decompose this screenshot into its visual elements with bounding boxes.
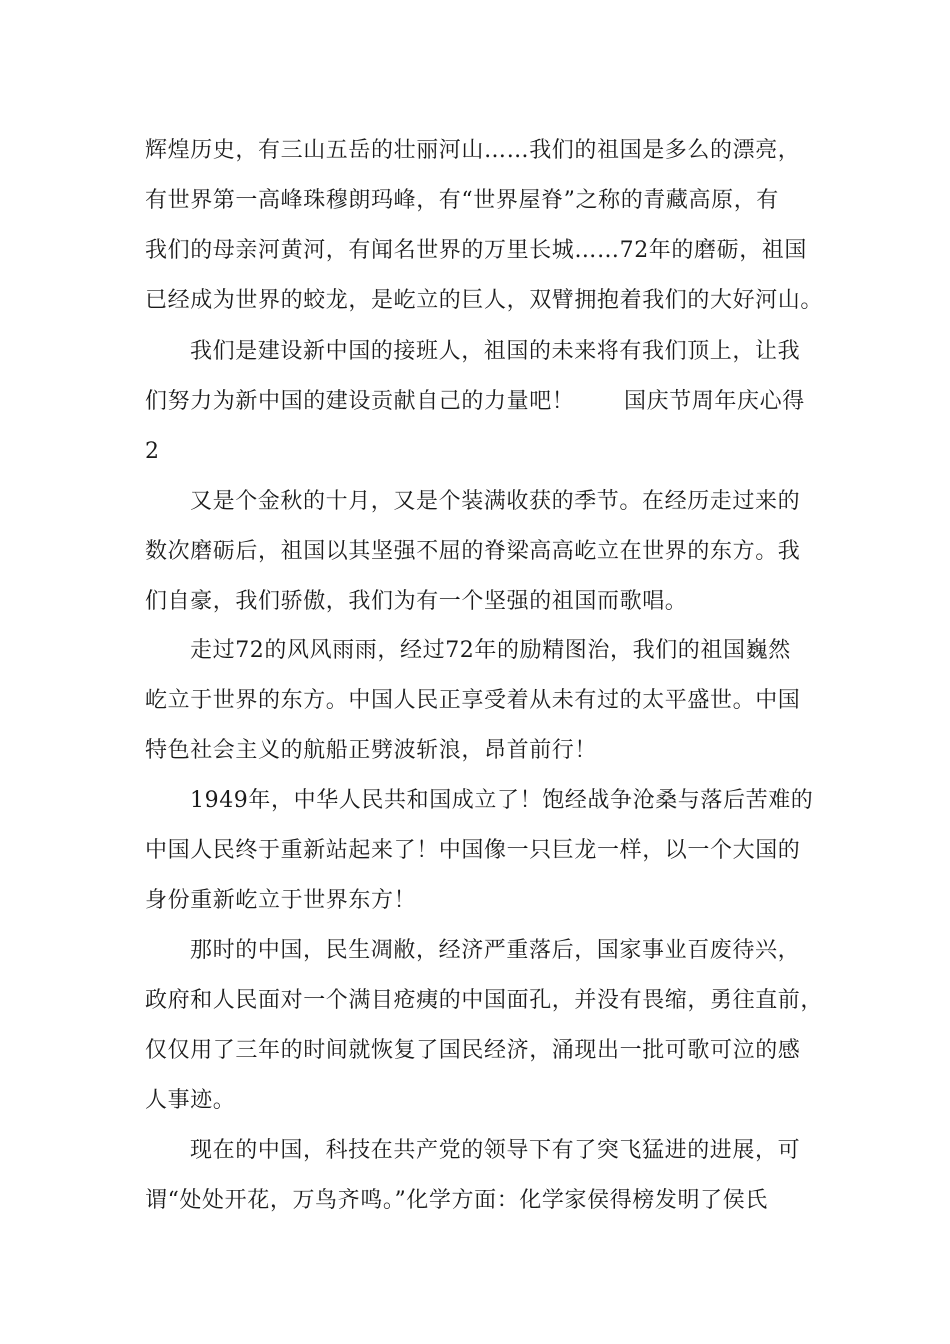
- text-line: 那时的中国，民生凋敝，经济严重落后，国家事业百废待兴，: [190, 938, 801, 963]
- text-line: 已经成为世界的蛟龙，是屹立的巨人，双臂拥抱着我们的大好河山。: [145, 288, 824, 313]
- text-line: 现在的中国，科技在共产党的领导下有了突飞猛进的进展，可: [190, 1138, 801, 1163]
- text-line: 人事迹。: [145, 1088, 236, 1113]
- section-number: 2: [145, 439, 160, 464]
- text-line: 又是个金秋的十月，又是个装满收获的季节。在经历走过来的: [190, 489, 801, 514]
- text-line: 我们的母亲河黄河，有闻名世界的万里长城……72年的磨砺，祖国: [145, 238, 807, 263]
- text-line: 走过72的风风雨雨，经过72年的励精图治，我们的祖国巍然: [190, 638, 791, 663]
- text-line: 谓“处处开花，万鸟齐鸣。”化学方面：化学家侯得榜发明了侯氏: [145, 1188, 768, 1213]
- text-line: 们努力为新中国的建设贡献自己的力量吧！: [145, 389, 575, 414]
- text-line: 数次磨砺后，祖国以其坚强不屈的脊梁高高屹立在世界的东方。我: [145, 539, 801, 564]
- text-line: 辉煌历史，有三山五岳的壮丽河山……我们的祖国是多么的漂亮，: [145, 138, 801, 163]
- text-line: 特色社会主义的航船正劈波斩浪，昂首前行！: [145, 738, 598, 763]
- text-line: 中国人民终于重新站起来了！中国像一只巨龙一样，以一个大国的: [145, 838, 801, 863]
- text-line: 有世界第一高峰珠穆朗玛峰，有“世界屋脊”之称的青藏高原，有: [145, 188, 779, 213]
- text-line: 我们是建设新中国的接班人，祖国的未来将有我们顶上，让我: [190, 339, 801, 364]
- section-heading: 国庆节周年庆心得: [624, 389, 805, 414]
- text-line: 仅仅用了三年的时间就恢复了国民经济，涌现出一批可歌可泣的感: [145, 1038, 801, 1063]
- text-line: 屹立于世界的东方。中国人民正享受着从未有过的太平盛世。中国: [145, 688, 801, 713]
- text-line: 身份重新屹立于世界东方！: [145, 888, 417, 913]
- text-line: 们自豪，我们骄傲，我们为有一个坚强的祖国而歌唱。: [145, 589, 688, 614]
- text-line: 1949年，中华人民共和国成立了！饱经战争沧桑与落后苦难的: [190, 788, 814, 813]
- text-line: 政府和人民面对一个满目疮痍的中国面孔，并没有畏缩，勇往直前，: [145, 988, 824, 1013]
